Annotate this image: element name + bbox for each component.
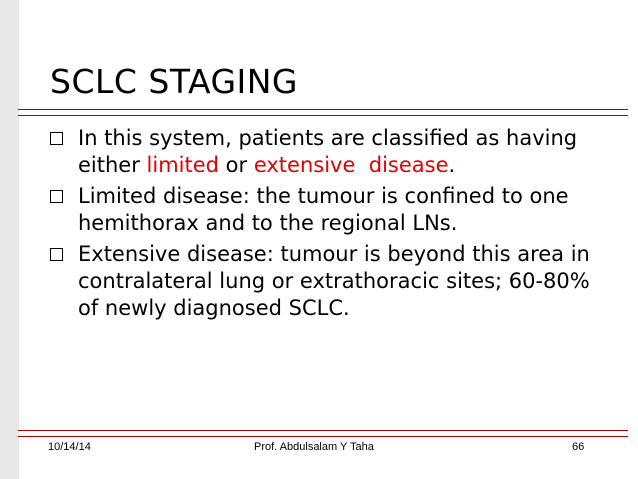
footer-date: 10/14/14 xyxy=(48,441,91,453)
slide-title: SCLC STAGING xyxy=(50,62,299,101)
highlight-extensive: extensive disease xyxy=(253,153,449,177)
bullet-list xyxy=(48,125,608,326)
bullet-text-1b: or xyxy=(218,153,254,177)
footer-divider xyxy=(18,430,628,437)
bullet-text-1c: . xyxy=(448,153,456,177)
checkbox-bullet-icon xyxy=(50,248,63,261)
title-divider xyxy=(18,109,628,116)
left-decor-stripe xyxy=(0,0,19,479)
checkbox-bullet-icon xyxy=(50,190,63,203)
bullet-text-2: Limited disease: the tumour is confined to one hemithorax and to the regional LNs. xyxy=(78,184,569,235)
bullet-item-3 xyxy=(48,241,608,322)
bullet-item-1 xyxy=(48,125,608,179)
footer-author: Prof. Abdulsalam Y Taha xyxy=(254,441,374,453)
bullet-text-3: Extensive disease: tumour is beyond this area in contralateral lung or extrathoracic sites; 60-80% of newly diagnosed SCLC. xyxy=(78,242,590,320)
bullet-item-2 xyxy=(48,183,608,237)
checkbox-bullet-icon xyxy=(50,132,63,145)
footer-page-number: 66 xyxy=(572,441,585,453)
bullet-text-1a: In this system, patients are classified as having either xyxy=(78,126,578,177)
highlight-limited: limited xyxy=(146,153,219,177)
